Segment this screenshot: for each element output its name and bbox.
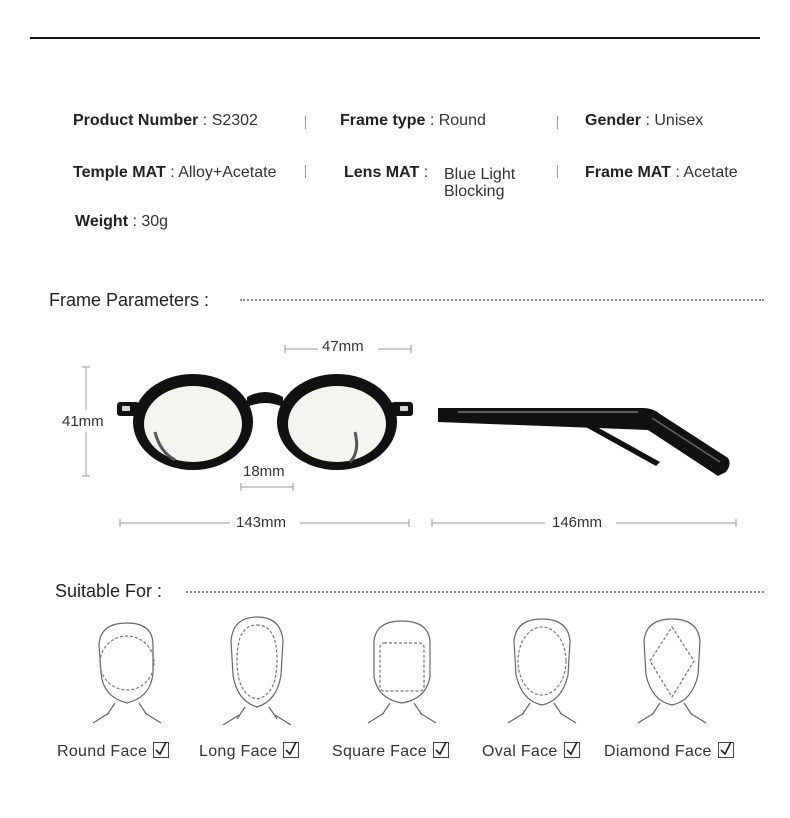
spec-weight: Weight : 30g (75, 213, 169, 230)
face-label-diamond: Diamond Face (604, 742, 734, 761)
spec-frame-type: Frame type : Round (340, 112, 486, 129)
diamond-face-sketch (638, 619, 706, 723)
face-shapes-illustration (85, 615, 765, 725)
suitable-for-title: Suitable For : (55, 581, 163, 601)
lens-width-label: 47mm (322, 338, 364, 355)
round-face-sketch (93, 623, 161, 723)
face-label-square: Square Face (332, 742, 449, 761)
face-label-oval: Oval Face (482, 742, 580, 761)
checkmark-icon (153, 742, 169, 758)
checkmark-icon (433, 742, 449, 758)
face-label-round: Round Face (57, 742, 169, 761)
spec-frame-mat: Frame MAT : Acetate (585, 164, 738, 181)
temple-length-label: 146mm (552, 514, 603, 531)
face-label-long: Long Face (199, 742, 299, 761)
glasses-front-view (115, 372, 415, 477)
section-dotted-line (186, 591, 764, 593)
bridge-width-label: 18mm (243, 463, 285, 480)
checkmark-icon (564, 742, 580, 758)
square-face-sketch (368, 621, 436, 723)
frame-width-label: 143mm (236, 514, 287, 531)
spec-temple-mat: Temple MAT : Alloy+Acetate (73, 164, 277, 181)
frame-parameters-title: Frame Parameters : (49, 290, 210, 310)
lens-height-label: 41mm (62, 413, 104, 430)
spec-lens-mat: Lens MAT : (344, 164, 429, 181)
oval-face-sketch (508, 619, 576, 723)
spec-gender: Gender : Unisex (585, 112, 704, 129)
glasses-side-view (438, 400, 733, 485)
checkmark-icon (718, 742, 734, 758)
spec-product-number: Product Number : S2302 (73, 112, 258, 129)
long-face-sketch (223, 617, 291, 725)
checkmark-icon (283, 742, 299, 758)
spec-lens-mat-value: Blue Light Blocking (444, 166, 516, 200)
